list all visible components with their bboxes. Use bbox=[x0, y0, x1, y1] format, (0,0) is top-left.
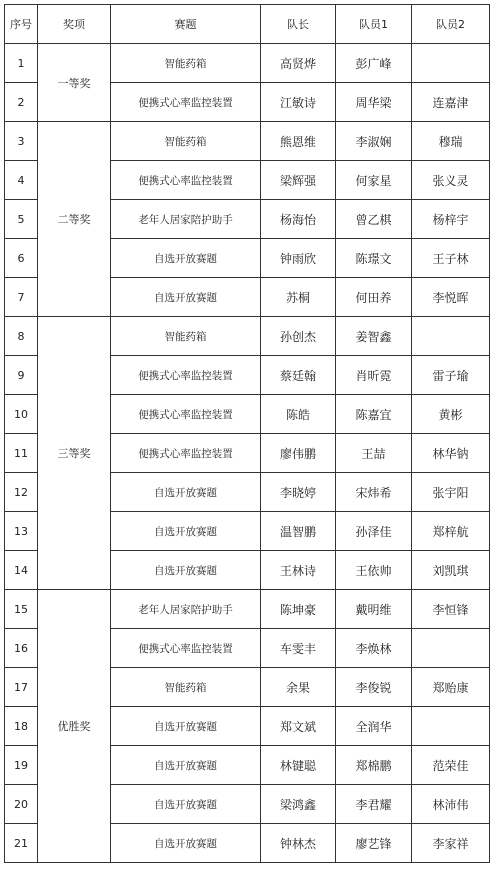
cell-captain: 杨海怡 bbox=[261, 200, 336, 239]
cell-member2: 范荣佳 bbox=[412, 746, 490, 785]
cell-captain: 廖伟鹏 bbox=[261, 434, 336, 473]
cell-title: 智能药箱 bbox=[111, 44, 261, 83]
cell-member2: 林沛伟 bbox=[412, 785, 490, 824]
cell-title: 便携式心率监控装置 bbox=[111, 83, 261, 122]
cell-title: 便携式心率监控装置 bbox=[111, 395, 261, 434]
cell-captain: 王林诗 bbox=[261, 551, 336, 590]
cell-index: 9 bbox=[5, 356, 38, 395]
cell-captain: 郑文斌 bbox=[261, 707, 336, 746]
cell-title: 智能药箱 bbox=[111, 668, 261, 707]
table-row bbox=[5, 122, 490, 161]
cell-title: 自选开放赛题 bbox=[111, 707, 261, 746]
cell-member2: 李悦晖 bbox=[412, 278, 490, 317]
header-captain: 队长 bbox=[261, 5, 336, 44]
header-award: 奖项 bbox=[38, 5, 111, 44]
cell-member1: 肖昕霓 bbox=[336, 356, 412, 395]
cell-title: 自选开放赛题 bbox=[111, 785, 261, 824]
cell-member2: 杨梓宇 bbox=[412, 200, 490, 239]
cell-member2: 李家祥 bbox=[412, 824, 490, 863]
cell-title: 便携式心率监控装置 bbox=[111, 356, 261, 395]
cell-member1: 宋炜希 bbox=[336, 473, 412, 512]
cell-index: 8 bbox=[5, 317, 38, 356]
cell-index: 14 bbox=[5, 551, 38, 590]
cell-captain: 李晓婷 bbox=[261, 473, 336, 512]
cell-title: 智能药箱 bbox=[111, 317, 261, 356]
cell-member2 bbox=[412, 317, 490, 356]
cell-member1: 曾乙棋 bbox=[336, 200, 412, 239]
cell-member1: 王喆 bbox=[336, 434, 412, 473]
cell-captain: 陈坤豪 bbox=[261, 590, 336, 629]
header-title: 赛题 bbox=[111, 5, 261, 44]
cell-title: 自选开放赛题 bbox=[111, 824, 261, 863]
cell-index: 5 bbox=[5, 200, 38, 239]
cell-captain: 钟林杰 bbox=[261, 824, 336, 863]
cell-member2: 郑贻康 bbox=[412, 668, 490, 707]
cell-member1: 廖艺锋 bbox=[336, 824, 412, 863]
header-index: 序号 bbox=[5, 5, 38, 44]
cell-title: 自选开放赛题 bbox=[111, 239, 261, 278]
table-row bbox=[5, 590, 490, 629]
cell-index: 18 bbox=[5, 707, 38, 746]
header-member1: 队员1 bbox=[336, 5, 412, 44]
table-row bbox=[5, 44, 490, 83]
cell-member1: 彭广峰 bbox=[336, 44, 412, 83]
cell-index: 3 bbox=[5, 122, 38, 161]
cell-member1: 戴明维 bbox=[336, 590, 412, 629]
cell-captain: 孙创杰 bbox=[261, 317, 336, 356]
cell-captain: 陈皓 bbox=[261, 395, 336, 434]
table-body bbox=[5, 44, 490, 863]
cell-captain: 温智鹏 bbox=[261, 512, 336, 551]
cell-index: 21 bbox=[5, 824, 38, 863]
cell-index: 7 bbox=[5, 278, 38, 317]
cell-member2: 雷子瑜 bbox=[412, 356, 490, 395]
cell-title: 智能药箱 bbox=[111, 122, 261, 161]
cell-member2: 王子林 bbox=[412, 239, 490, 278]
cell-award: 优胜奖 bbox=[38, 590, 111, 863]
results-table-container bbox=[4, 4, 490, 863]
cell-award: 三等奖 bbox=[38, 317, 111, 590]
cell-member1: 李焕林 bbox=[336, 629, 412, 668]
cell-member1: 王依帅 bbox=[336, 551, 412, 590]
cell-member2 bbox=[412, 629, 490, 668]
cell-member2 bbox=[412, 44, 490, 83]
cell-captain: 苏桐 bbox=[261, 278, 336, 317]
cell-captain: 高贤烨 bbox=[261, 44, 336, 83]
cell-index: 10 bbox=[5, 395, 38, 434]
table-header-row bbox=[5, 5, 490, 44]
cell-title: 便携式心率监控装置 bbox=[111, 434, 261, 473]
cell-member2: 刘凯琪 bbox=[412, 551, 490, 590]
cell-member1: 全润华 bbox=[336, 707, 412, 746]
cell-index: 15 bbox=[5, 590, 38, 629]
cell-index: 2 bbox=[5, 83, 38, 122]
cell-member1: 周华梁 bbox=[336, 83, 412, 122]
cell-title: 老年人居家陪护助手 bbox=[111, 590, 261, 629]
cell-index: 12 bbox=[5, 473, 38, 512]
cell-captain: 蔡廷翰 bbox=[261, 356, 336, 395]
cell-member1: 孙泽佳 bbox=[336, 512, 412, 551]
cell-member1: 李淑娴 bbox=[336, 122, 412, 161]
cell-member2: 李恒锋 bbox=[412, 590, 490, 629]
awards-table bbox=[4, 4, 490, 863]
cell-index: 11 bbox=[5, 434, 38, 473]
cell-title: 自选开放赛题 bbox=[111, 473, 261, 512]
cell-captain: 江敏诗 bbox=[261, 83, 336, 122]
cell-member2: 张宇阳 bbox=[412, 473, 490, 512]
cell-captain: 余果 bbox=[261, 668, 336, 707]
cell-member2: 林华钠 bbox=[412, 434, 490, 473]
cell-captain: 林键聪 bbox=[261, 746, 336, 785]
cell-title: 便携式心率监控装置 bbox=[111, 161, 261, 200]
cell-title: 自选开放赛题 bbox=[111, 278, 261, 317]
cell-member2: 张义灵 bbox=[412, 161, 490, 200]
cell-captain: 钟雨欣 bbox=[261, 239, 336, 278]
table-row bbox=[5, 317, 490, 356]
header-member2: 队员2 bbox=[412, 5, 490, 44]
cell-member1: 郑棉鹏 bbox=[336, 746, 412, 785]
cell-index: 1 bbox=[5, 44, 38, 83]
cell-member2 bbox=[412, 707, 490, 746]
cell-award: 二等奖 bbox=[38, 122, 111, 317]
cell-member1: 陈嘉宜 bbox=[336, 395, 412, 434]
cell-title: 自选开放赛题 bbox=[111, 746, 261, 785]
cell-captain: 熊恩维 bbox=[261, 122, 336, 161]
cell-index: 20 bbox=[5, 785, 38, 824]
cell-title: 便携式心率监控装置 bbox=[111, 629, 261, 668]
cell-member1: 李俊锐 bbox=[336, 668, 412, 707]
cell-member1: 李君耀 bbox=[336, 785, 412, 824]
cell-member2: 郑梓航 bbox=[412, 512, 490, 551]
cell-index: 4 bbox=[5, 161, 38, 200]
cell-index: 19 bbox=[5, 746, 38, 785]
cell-index: 16 bbox=[5, 629, 38, 668]
cell-member2: 连嘉津 bbox=[412, 83, 490, 122]
cell-member1: 何家星 bbox=[336, 161, 412, 200]
cell-award: 一等奖 bbox=[38, 44, 111, 122]
cell-title: 自选开放赛题 bbox=[111, 551, 261, 590]
cell-title: 老年人居家陪护助手 bbox=[111, 200, 261, 239]
cell-member2: 黄彬 bbox=[412, 395, 490, 434]
cell-member2: 穆瑞 bbox=[412, 122, 490, 161]
cell-captain: 梁鸿鑫 bbox=[261, 785, 336, 824]
cell-member1: 陈璟文 bbox=[336, 239, 412, 278]
cell-index: 6 bbox=[5, 239, 38, 278]
cell-member1: 姜智鑫 bbox=[336, 317, 412, 356]
cell-captain: 梁辉强 bbox=[261, 161, 336, 200]
cell-captain: 车雯丰 bbox=[261, 629, 336, 668]
cell-index: 13 bbox=[5, 512, 38, 551]
cell-member1: 何田养 bbox=[336, 278, 412, 317]
cell-index: 17 bbox=[5, 668, 38, 707]
cell-title: 自选开放赛题 bbox=[111, 512, 261, 551]
